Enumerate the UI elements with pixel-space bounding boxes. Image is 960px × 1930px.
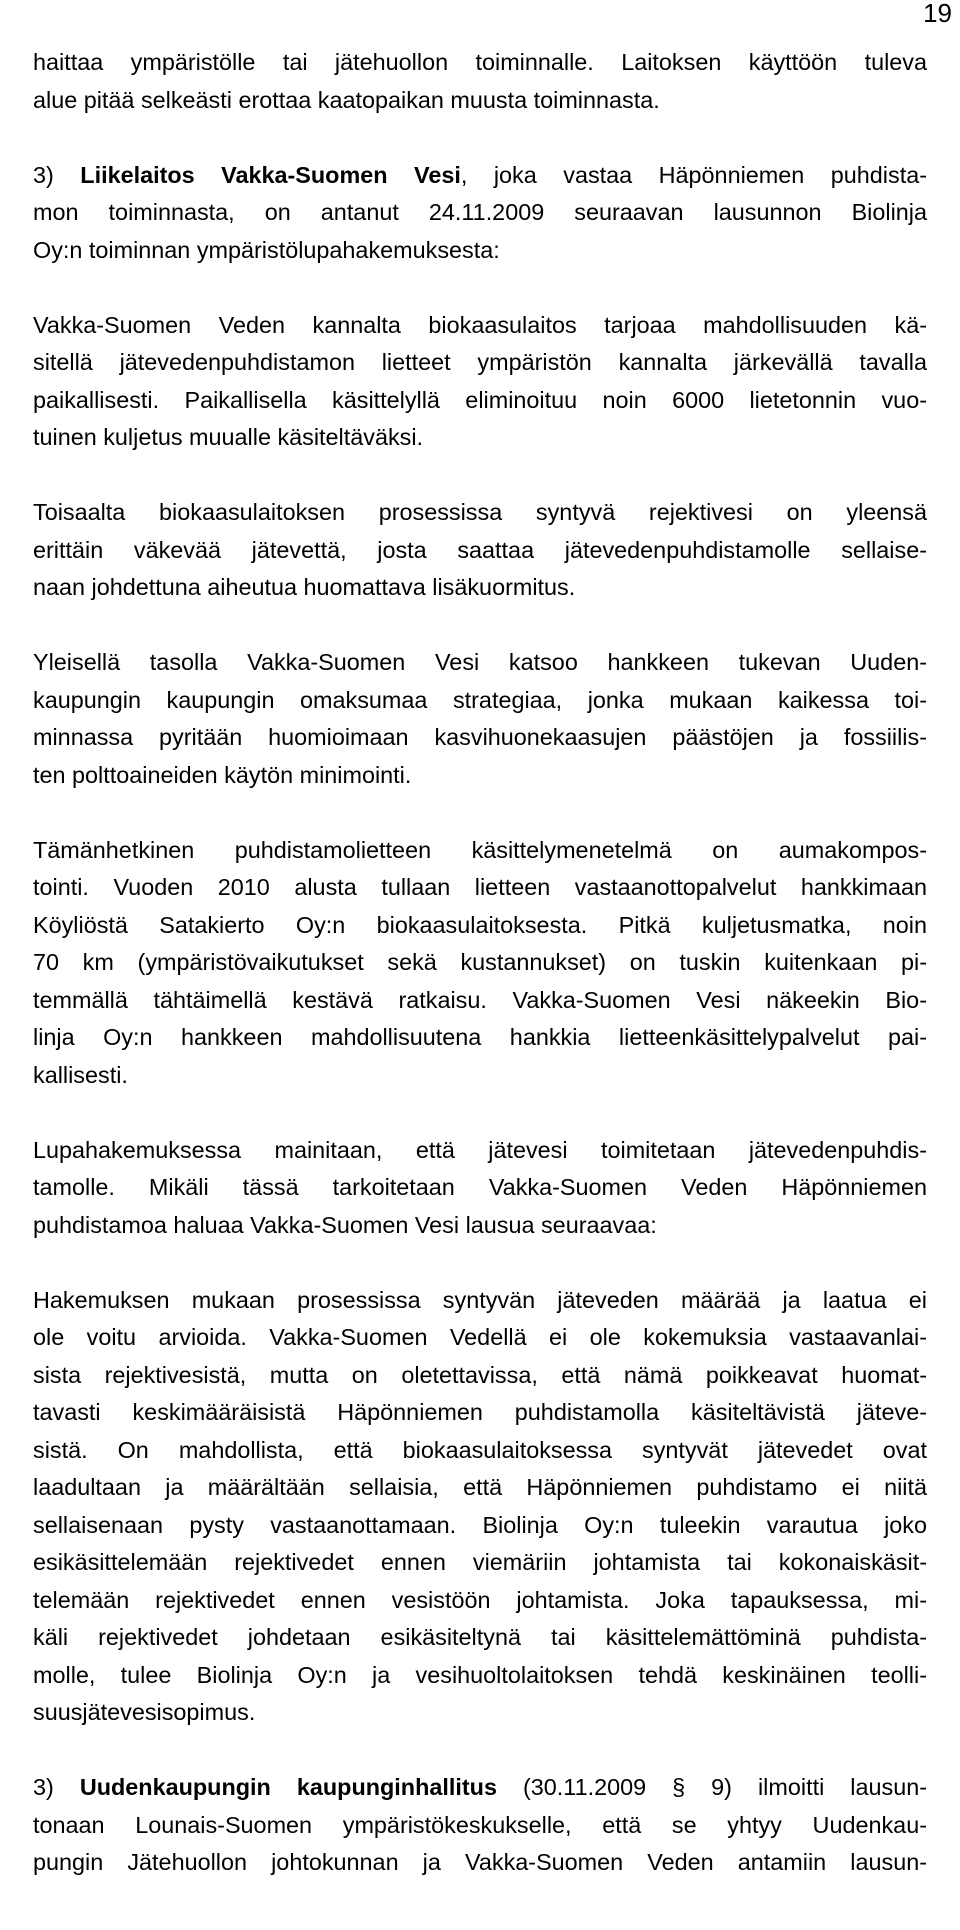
text-line: tonaan Lounais-Suomen ympäristökeskukselle, että se yhtyy Uudenkau-	[33, 1811, 927, 1838]
text-line: ole voitu arvioida. Vakka-Suomen Vedellä ei ole kokemuksia vastaavanlai-	[33, 1324, 927, 1350]
text-line: suusjätevesisopimus.	[33, 1699, 256, 1725]
text-line: erittäin väkevää jätevettä, josta saattaa jätevedenpuhdistamolle sellaise-	[33, 536, 927, 563]
text-line: esikäsittelemään rejektivedet ennen viemäriin johtamista tai kokonaiskäsit-	[33, 1549, 927, 1575]
text-line	[33, 1769, 927, 1807]
text-line: Oy:n toiminnan ympäristölupahakemuksesta:	[33, 236, 500, 263]
paragraph	[33, 307, 927, 457]
paragraph	[33, 1132, 927, 1245]
text-line: sitellä jätevedenpuhdistamon lietteet ympäristön kannalta järkevällä tavalla	[33, 349, 927, 375]
paragraph	[33, 1769, 927, 1882]
text-fragment: (30.11.2009 § 9) ilmoitti lausun-	[496, 1774, 927, 1800]
text-line: temmällä tähtäimellä kestävä ratkaisu. Vakka-Suomen Vesi näkeekin Bio-	[33, 986, 927, 1013]
document-body	[33, 44, 927, 1919]
paragraph	[33, 1282, 927, 1732]
paragraph	[33, 44, 927, 119]
paragraph	[33, 157, 927, 270]
text-line: Toisaalta biokaasulaitoksen prosessissa syntyvä rejektivesi on yleensä	[33, 499, 927, 525]
text-line: Köyliöstä Satakierto Oy:n biokaasulaitoksesta. Pitkä kuljetusmatka, noin	[33, 911, 927, 938]
text-line	[33, 157, 927, 195]
text-line: sistä. On mahdollista, että biokaasulaitoksessa syntyvät jätevedet ovat	[33, 1436, 927, 1463]
paragraph	[33, 494, 927, 607]
text-line: Vakka-Suomen Veden kannalta biokaasulaitos tarjoaa mahdollisuuden kä-	[33, 311, 927, 338]
text-line: telemään rejektivedet ennen vesistöön johtamista. Joka tapauksessa, mi-	[33, 1586, 927, 1613]
text-line: linja Oy:n hankkeen mahdollisuutena hankkia lietteenkäsittelypalvelut pai-	[33, 1024, 927, 1050]
text-line: puhdistamoa haluaa Vakka-Suomen Vesi lausua seuraavaa:	[33, 1211, 657, 1238]
text-line: mon toiminnasta, on antanut 24.11.2009 seuraavan lausunnon Biolinja	[33, 199, 927, 225]
text-line: tavasti keskimääräisistä Häpönniemen puhdistamolla käsiteltävistä jäteve-	[33, 1399, 927, 1425]
paragraph	[33, 832, 927, 1095]
text-line: molle, tulee Biolinja Oy:n ja vesihuoltolaitoksen tehdä keskinäinen teolli-	[33, 1661, 927, 1688]
text-line: tamolle. Mikäli tässä tarkoitetaan Vakka-Suomen Veden Häpönniemen	[33, 1174, 927, 1200]
text-line: Tämänhetkinen puhdistamolietteen käsittelymenetelmä on aumakompos-	[33, 836, 927, 863]
text-line: kallisesti.	[33, 1061, 128, 1088]
text-line: Lupahakemuksessa mainitaan, että jätevesi toimitetaan jätevedenpuhdis-	[33, 1136, 927, 1163]
text-line: Hakemuksen mukaan prosessissa syntyvän jäteveden määrää ja laatua ei	[33, 1286, 927, 1313]
paragraph	[33, 644, 927, 794]
text-line: alue pitää selkeästi erottaa kaatopaikan muusta toiminnasta.	[33, 86, 660, 113]
text-line: sellaisenaan pysty vastaanottamaan. Biolinja Oy:n tuleekin varautua joko	[33, 1511, 927, 1538]
text-line: sista rejektivesistä, mutta on oletettavissa, että nämä poikkeavat huomat-	[33, 1361, 927, 1388]
text-line: laadultaan ja määrältään sellaisia, että Häpönniemen puhdistamo ei niitä	[33, 1474, 927, 1500]
text-line: käli rejektivedet johdetaan esikäsiteltynä tai käsittelemättöminä puhdista-	[33, 1624, 927, 1650]
text-line: kaupungin kaupungin omaksumaa strategiaa, jonka mukaan kaikessa toi-	[33, 686, 927, 713]
text-line: paikallisesti. Paikallisella käsittelyllä eliminoituu noin 6000 lietetonnin vuo-	[33, 386, 927, 413]
text-line: ten polttoaineiden käytön minimointi.	[33, 761, 412, 788]
text-line: tointi. Vuoden 2010 alusta tullaan lietteen vastaanottopalvelut hankkimaan	[33, 874, 927, 900]
text-line: pungin Jätehuollon johtokunnan ja Vakka-Suomen Veden antamiin lausun-	[33, 1849, 927, 1875]
text-line: minnassa pyritään huomioimaan kasvihuonekaasujen päästöjen ja fossiilis-	[33, 724, 927, 750]
text-line: naan johdettuna aiheutua huomattava lisäkuormitus.	[33, 574, 576, 600]
text-line: tuinen kuljetus muualle käsiteltäväksi.	[33, 424, 424, 450]
text-fragment: , joka vastaa Häpönniemen puhdista-	[460, 161, 927, 188]
list-number: 3)	[33, 161, 81, 188]
page-number: 19	[923, 0, 952, 28]
bold-entity-name: Uudenkaupungin kaupunginhallitus	[79, 1774, 497, 1800]
text-line: 70 km (ympäristövaikutukset sekä kustannukset) on tuskin kuitenkaan pi-	[33, 949, 927, 975]
bold-entity-name: Liikelaitos Vakka-Suomen Vesi	[80, 161, 461, 188]
list-number: 3)	[33, 1774, 80, 1800]
text-line: haittaa ympäristölle tai jätehuollon toiminnalle. Laitoksen käyttöön tuleva	[33, 49, 927, 75]
text-line: Yleisellä tasolla Vakka-Suomen Vesi katsoo hankkeen tukevan Uuden-	[33, 649, 927, 675]
